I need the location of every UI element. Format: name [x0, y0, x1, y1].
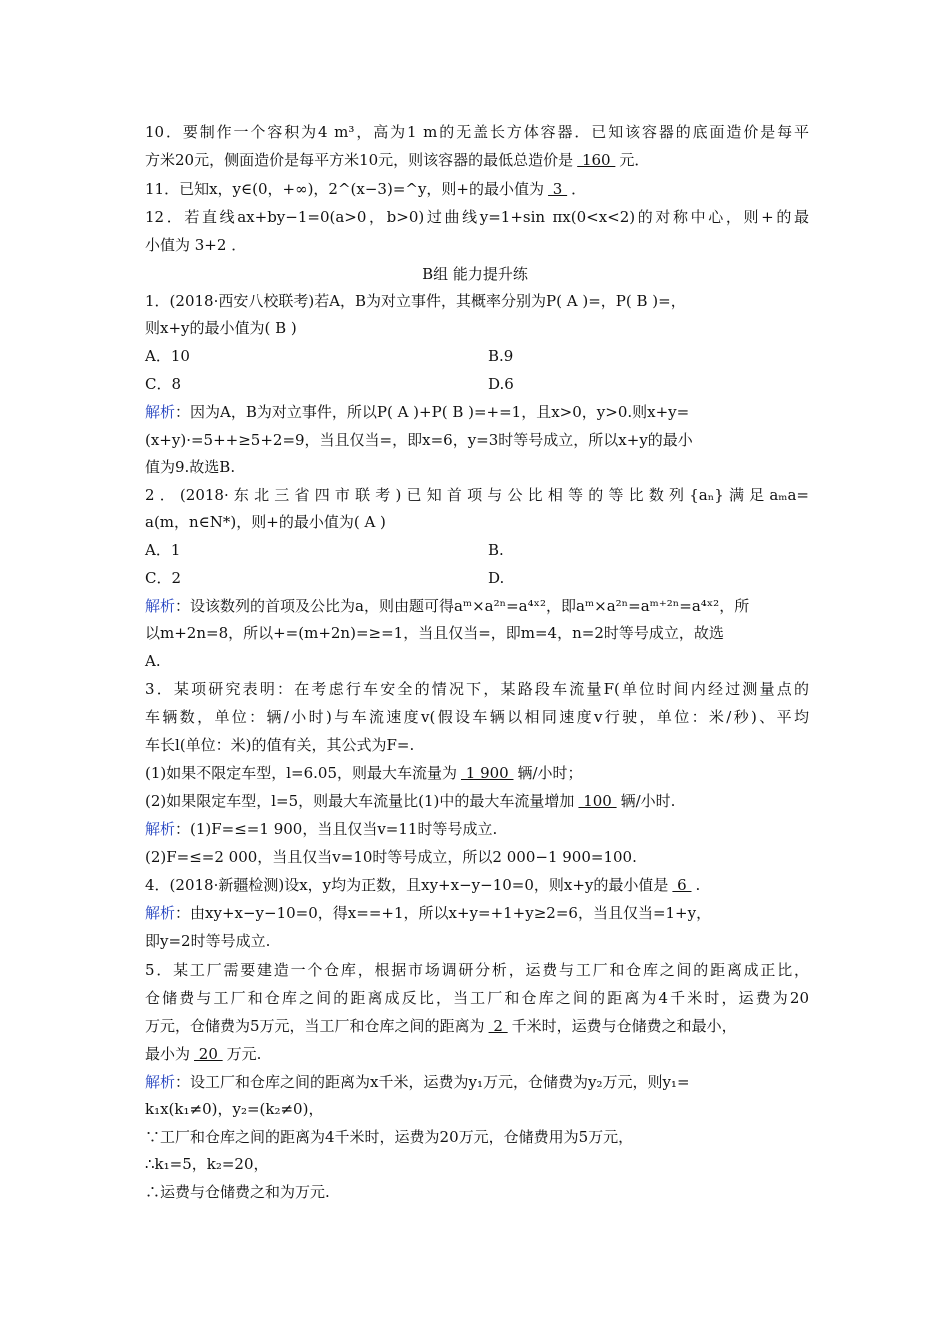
b3-part2-text-end: 辆/小时. [620, 792, 676, 810]
b1-solution-text: ：因为A，B为对立事件，所以P( A )+P( B )=+=1，且x>0，y>0.则x+y= [175, 403, 690, 421]
b5-line4-text: 最小为 [145, 1045, 191, 1063]
b2-option-b: B. [488, 541, 504, 559]
b1-option-c: C．8 [145, 375, 182, 393]
b1-option-b: B.9 [488, 347, 514, 365]
b5-line4-text-end: 万元. [226, 1045, 262, 1063]
b4-answer: 6 [672, 876, 692, 894]
b1-line2: 则x+y的最小值为( B ) [145, 319, 297, 337]
solution-label: 解析 [145, 403, 176, 421]
q12-line1: 12．若直线ax+by−1=0(a>0，b>0)过曲线y=1+sin πx(0<x<2)的对称中心，则+的最 [145, 208, 809, 226]
b2-line2: a(m，n∈N*)，则+的最小值为( A ) [145, 513, 386, 531]
q11-text-end: ． [571, 180, 587, 198]
b4-text-end: . [695, 876, 701, 894]
solution-label: 解析 [145, 1073, 176, 1091]
b5-line2: 仓储费与工厂和仓库之间的距离成反比，当工厂和仓库之间的距离为4千米时，运费为20 [145, 989, 809, 1007]
b2-option-c: C．2 [145, 569, 182, 587]
b5-solution-line2: k₁x(k₁≠0)，y₂=(k₂≠0)， [145, 1100, 324, 1118]
b2-option-d: D. [488, 569, 505, 587]
b2-solution-line3: A. [145, 652, 161, 670]
q10-line1: 10．要制作一个容积为4 m³，高为1 m的无盖长方体容器．已知该容器的底面造价是每平 [145, 123, 809, 141]
solution-label: 解析 [145, 597, 176, 615]
q10-answer: 160 [577, 151, 616, 169]
b3-part2-text: (2)如果限定车型，l=5，则最大车流量比(1)中的最大车流量增加 [145, 792, 575, 810]
solution-label: 解析 [145, 904, 176, 922]
q10-text-end: 元． [619, 151, 650, 169]
b3-solution-text: ：(1)F=≤=1 900，当且仅当v=11时等号成立. [175, 820, 498, 838]
b3-solution-line1 [145, 819, 497, 839]
b5-solution-line5: ∴运费与仓储费之和为万元. [145, 1183, 330, 1201]
b5-answer-min: 20 [194, 1045, 223, 1063]
b4-solution-text: ：由xy+x−y−10=0，得x==+1，所以x+y=+1+y≥2=6，当且仅当=1+y， [175, 904, 712, 922]
b5-solution-text: ：设工厂和仓库之间的距离为x千米，运费为y₁万元，仓储费为y₂万元，则y₁= [175, 1073, 690, 1091]
b3-part1 [145, 763, 583, 783]
b4-text: 4．(2018·新疆检测)设x，y均为正数，且xy+x−y−10=0，则x+y的最小值是 [145, 876, 669, 894]
b5-answer-distance: 2 [488, 1017, 508, 1035]
b1-option-d: D.6 [488, 375, 514, 393]
b3-part1-text-end: 辆/小时； [517, 764, 583, 782]
q10-line2 [145, 150, 649, 170]
b5-solution-line4: ∴k₁=5，k₂=20， [145, 1155, 269, 1173]
b2-solution-line2: 以m+2n=8，所以+=(m+2n)=≥=1，当且仅当=，即m=4，n=2时等号成立，故选 [145, 624, 724, 642]
b3-part1-text: (1)如果不限定车型，l=6.05，则最大车流量为 [145, 764, 458, 782]
b4-solution-line1 [145, 903, 711, 923]
b5-solution-line3: ∵工厂和仓库之间的距离为4千米时，运费为20万元，仓储费用为5万元， [145, 1128, 634, 1146]
b3-part2-answer: 100 [578, 792, 617, 810]
solution-label: 解析 [145, 820, 176, 838]
q11-answer: 3 [548, 180, 568, 198]
section-title: B组 能力提升练 [422, 265, 528, 283]
b3-solution-line2: (2)F=≤=2 000，当且仅当v=10时等号成立，所以2 000−1 900=100. [145, 848, 637, 866]
b3-line2: 车辆数，单位：辆/小时)与车流速度v(假设车辆以相同速度v行驶，单位：米/秒)、平均 [145, 708, 809, 726]
q10-text: 方米20元，侧面造价是每平方米10元，则该容器的最低总造价是 [145, 151, 574, 169]
b2-line1: 2．(2018·东北三省四市联考)已知首项与公比相等的等比数列{aₙ}满足aₘa= [145, 486, 809, 504]
b3-part1-answer: 1 900 [461, 764, 514, 782]
b1-option-a: A．10 [145, 347, 190, 365]
b5-line4 [145, 1044, 261, 1064]
q11-line [145, 179, 586, 199]
b2-solution-line1 [145, 596, 749, 616]
b5-solution-line1 [145, 1072, 690, 1092]
b3-line1: 3．某项研究表明：在考虑行车安全的情况下，某路段车流量F(单位时间内经过测量点的 [145, 680, 809, 698]
b5-line3-text-end: 千米时，运费与仓储费之和最小， [511, 1017, 737, 1035]
b2-option-a: A．1 [145, 541, 181, 559]
q12-line2: 小值为 3+2 ． [145, 236, 247, 254]
b1-solution-line3: 值为9.故选B. [145, 458, 236, 476]
b5-line3 [145, 1016, 737, 1036]
q11-text: 11．已知x，y∈(0，+∞)，2^(x−3)=^y，则+的最小值为 [145, 180, 545, 198]
b5-line3-text: 万元，仓储费为5万元，当工厂和仓库之间的距离为 [145, 1017, 485, 1035]
b3-line3: 车长l(单位：米)的值有关，其公式为F=. [145, 736, 415, 754]
b4-solution-line2: 即y=2时等号成立. [145, 932, 271, 950]
b1-solution-line2: (x+y)·=5++≥5+2=9，当且仅当=，即x=6，y=3时等号成立，所以x+y的最小 [145, 431, 693, 449]
b5-line1: 5．某工厂需要建造一个仓库，根据市场调研分析，运费与工厂和仓库之间的距离成正比， [145, 961, 809, 979]
b4-line [145, 875, 700, 895]
b3-part2 [145, 791, 675, 811]
b2-solution-text: ：设该数列的首项及公比为a，则由题可得aᵐ×a²ⁿ=a⁴ˣ²，即aᵐ×a²ⁿ=aᵐ⁺²ⁿ=a⁴ˣ²，所 [175, 597, 750, 615]
b1-line1: 1．(2018·西安八校联考)若A，B为对立事件，其概率分别为P( A )=，P( B )=， [145, 292, 686, 310]
b1-solution-line1 [145, 402, 689, 422]
